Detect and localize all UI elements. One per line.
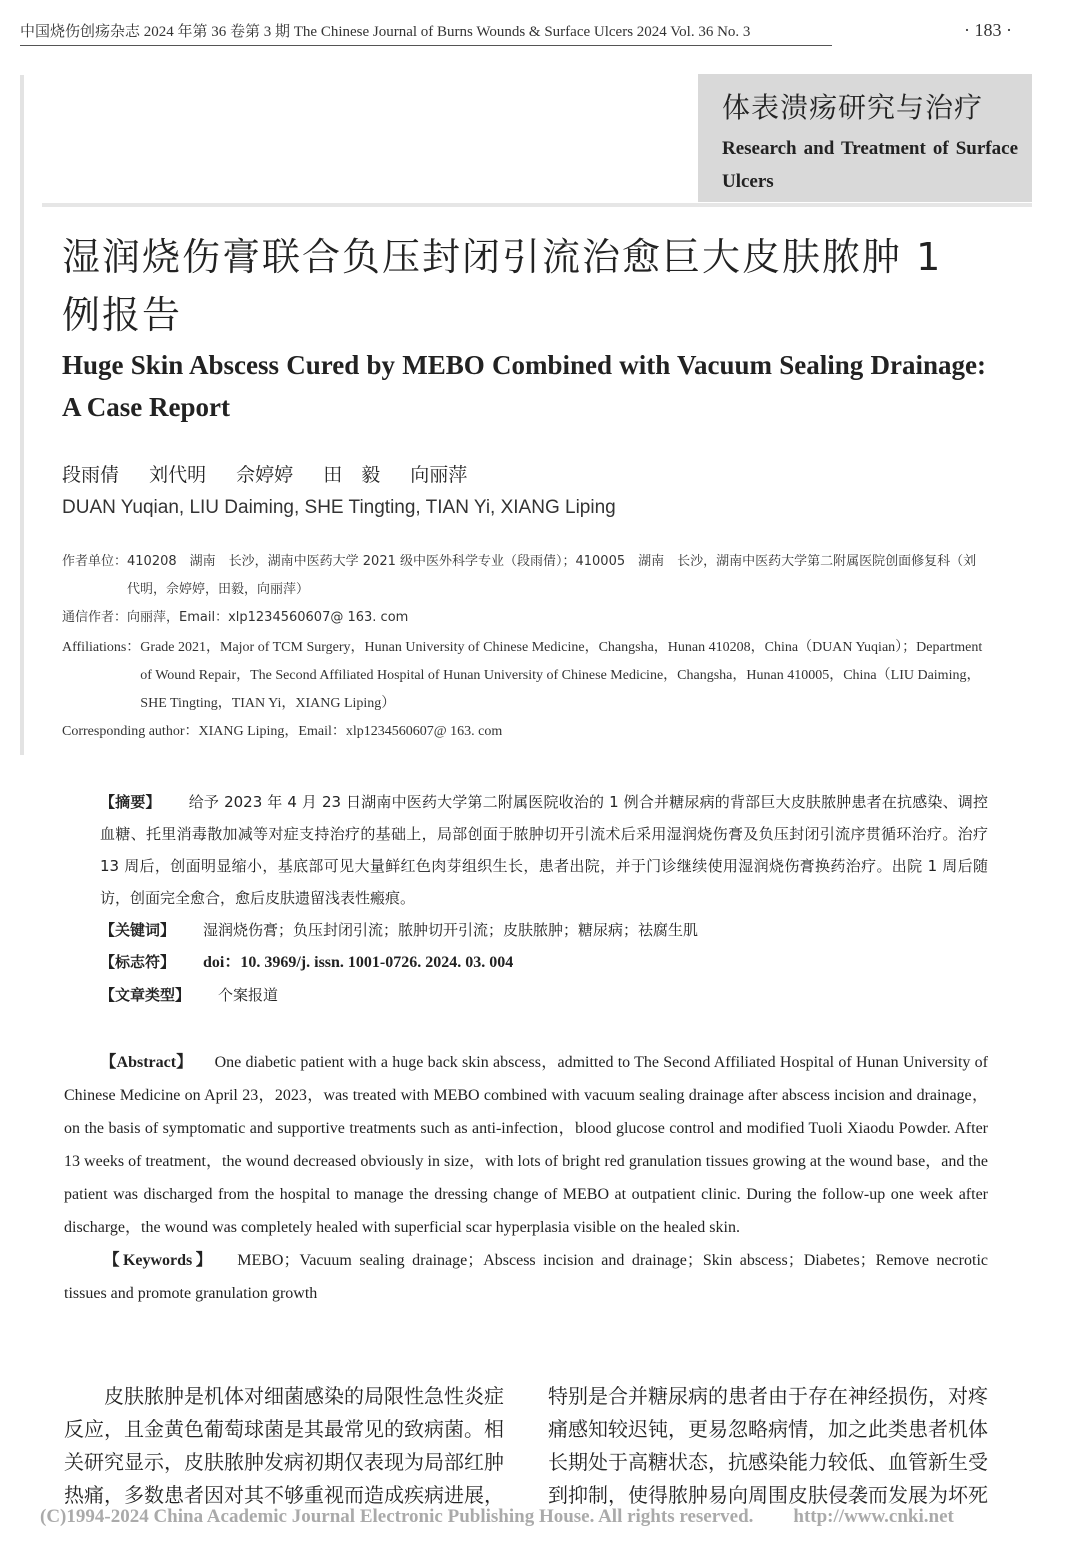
abstract-cn-label: 【摘要】 — [100, 793, 161, 811]
article-title-en: Huge Skin Abscess Cured by MEBO Combined with Vacuum Sealing Drainage: A Case Report — [62, 350, 986, 422]
doi-link[interactable]: doi：10. 3969/j. issn. 1001-0726. 2024. 03. 004 — [203, 954, 514, 971]
body-column-right — [548, 1380, 988, 1512]
abstract-en-body — [64, 1046, 988, 1244]
correspondence-cn-label: 通信作者： — [62, 610, 128, 625]
affiliation-en-label: Affiliations： — [62, 640, 141, 655]
keywords-cn-text: 湿润烧伤膏；负压封闭引流；脓肿切开引流；皮肤脓肿；糖尿病；祛腐生肌 — [203, 921, 699, 939]
correspondence-cn-text: 向丽萍，Email：xlp1234560607@ 163. com — [127, 610, 409, 625]
header-divider — [42, 203, 1032, 207]
correspondence-en-label: Corresponding author： — [62, 724, 199, 739]
metadata-en — [62, 634, 988, 746]
article-title-cn: 湿润烧伤膏联合负压封闭引流治愈巨大皮肤脓肿 1 例报告 — [62, 235, 943, 337]
affiliation-cn — [62, 548, 988, 604]
authors-en: DUAN Yuqian, LIU Daiming, SHE Tingting, TIAN Yi, XIANG Liping — [62, 497, 616, 518]
keywords-en-text: MEBO；Vacuum sealing drainage；Abscess incision and drainage；Skin abscess；Diabetes；Remove necrotic tissues and promote granulation growth — [64, 1252, 988, 1302]
copyright-text: (C)1994-2024 China Academic Journal Electronic Publishing House. All rights reserved. — [40, 1506, 754, 1527]
keywords-en-label: 【Keywords】 — [100, 1252, 216, 1269]
article-type-text: 个案报道 — [218, 986, 279, 1004]
author-cn: 佘婷婷 — [236, 464, 294, 486]
correspondence-en — [62, 718, 988, 746]
column-title-cn: 体表溃疡研究与治疗 — [722, 91, 984, 124]
abstract-en — [64, 1046, 988, 1310]
running-header: 中国烧伤创疡杂志 2024 年第 36 卷第 3 期 The Chinese Journal of Burns Wounds & Surface Ulcers 2024 Vol. 36 No. 3 — [20, 20, 832, 46]
doi-row — [100, 946, 988, 979]
left-margin-rule — [20, 75, 24, 755]
abstract-en-text: One diabetic patient with a huge back skin abscess，admitted to The Second Affiliated Hospital of Hunan University of Chinese Medicine on April 23，2023，was treated with MEBO combined with vacuum sealing drainage after abscess incision and drainage，on the basis of symptomatic and supportive treatments such as anti-infection，blood glucose control and modified Tuoli Xiaodu Powder. After 13 weeks of treatment，the wound decreased obviously in size，with lots of bright red granulation tissues growing at the wound base，and the patient was discharged from the hospital to manage the dressing change of MEBO at outpatient clinic. During the follow-up one week after discharge，the wound was completely healed with superficial scar hyperplasia visible on the healed skin. — [64, 1054, 989, 1236]
affiliation-en — [62, 634, 988, 718]
keywords-cn — [100, 914, 988, 946]
affiliation-cn-label: 作者单位： — [62, 554, 128, 569]
metadata-cn — [62, 548, 988, 632]
abstract-cn-body — [100, 786, 988, 914]
author-cn: 段雨倩 — [62, 464, 120, 486]
keywords-cn-label: 【关键词】 — [100, 921, 176, 939]
body-column-left — [64, 1380, 504, 1512]
doi-label: 【标志符】 — [100, 953, 176, 971]
correspondence-cn — [62, 604, 988, 632]
abstract-en-label: 【Abstract】 — [100, 1054, 193, 1071]
article-type-row — [100, 979, 988, 1011]
author-cn: 刘代明 — [149, 464, 207, 486]
source-url[interactable]: http://www.cnki.net — [793, 1506, 954, 1527]
correspondence-en-text: XIANG Liping，Email：xlp1234560607@ 163. com — [198, 724, 503, 739]
article-type-label: 【文章类型】 — [100, 986, 191, 1004]
column-banner — [698, 74, 1032, 202]
column-title-en: Research and Treatment of Surface Ulcers — [722, 138, 1018, 192]
abstract-cn — [100, 786, 988, 1011]
authors-cn — [62, 460, 491, 487]
body-paragraph: 皮肤脓肿是机体对细菌感染的局限性急性炎症反应，且金黄色葡萄球菌是其最常见的致病菌。相关研究显示，皮肤脓肿发病初期仅表现为局部红肿热痛，多数患者因对其不够重视而造成疾病进展， — [64, 1384, 504, 1507]
author-cn: 向丽萍 — [410, 464, 468, 486]
page-number: · 183 · — [964, 20, 1012, 40]
affiliation-cn-text: 410208 湖南 长沙，湖南中医药大学 2021 级中医外科学专业（段雨倩）；410005 湖南 长沙，湖南中医药大学第二附属医院创面修复科（刘代明，佘婷婷，田毅，向丽萍） — [127, 554, 977, 597]
abstract-cn-text: 给予 2023 年 4 月 23 日湖南中医药大学第二附属医院收治的 1 例合并糖尿病的背部巨大皮肤脓肿患者在抗感染、调控血糖、托里消毒散加减等对症支持治疗的基础上，局部创面于脓肿切开引流术后采用湿润烧伤膏及负压封闭引流序贯循环治疗。治疗 13 周后，创面明显缩小，基底部可见大量鲜红色肉芽组织生长，患者出院，并于门诊继续使用湿润烧伤膏换药治疗。出院 1 周后随访，创面完全愈合，愈后皮肤遗留浅表性瘢痕。 — [100, 793, 988, 907]
keywords-en — [64, 1244, 988, 1310]
body-paragraph: 特别是合并糖尿病的患者由于存在神经损伤，对疼痛感知较迟钝，更易忽略病情，加之此类患者机体长期处于高糖状态，抗感染能力较低、血管新生受到抑制，使得脓肿易向周围皮肤侵袭而发展为坏死 — [548, 1384, 988, 1507]
affiliation-en-text: Grade 2021，Major of TCM Surgery，Hunan University of Chinese Medicine，Changsha，Hunan 410208，China（DUAN Yuqian）；Department of Wound Repair，The Second Affiliated Hospital of Hunan University of Chinese Medicine，Changsha，Hunan 410005，China（LIU Daiming，SHE Tingting，TIAN Yi，XIANG Liping） — [140, 640, 983, 711]
author-cn: 田 毅 — [323, 464, 381, 486]
copyright-watermark — [40, 1506, 1040, 1528]
